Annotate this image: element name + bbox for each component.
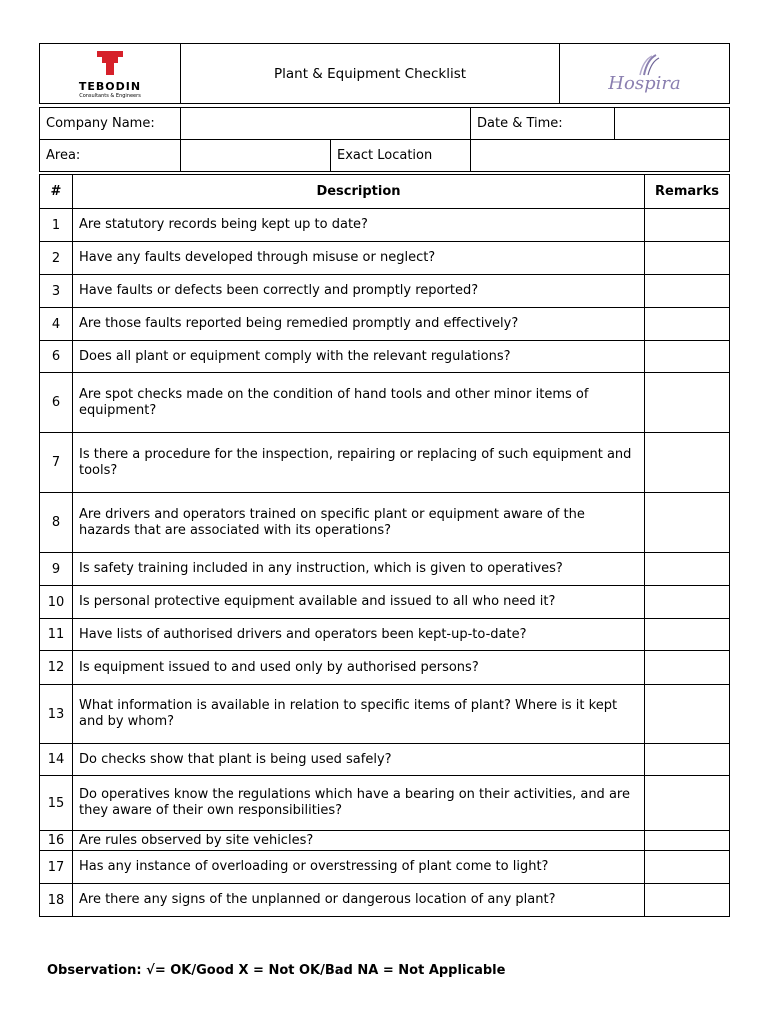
item-number: 3: [40, 275, 73, 308]
item-number: 10: [40, 586, 73, 619]
table-row: [40, 373, 730, 433]
exact-location-field[interactable]: [471, 140, 730, 172]
header-table: [39, 43, 730, 104]
tebodin-logo: [40, 44, 181, 104]
item-remarks-field[interactable]: [645, 209, 730, 242]
item-description: Have any faults developed through misuse or neglect?: [73, 242, 645, 275]
item-remarks-field[interactable]: [645, 493, 730, 553]
date-time-label: Date & Time:: [471, 108, 615, 140]
table-row: [40, 586, 730, 619]
observation-legend: Observation: √= OK/Good X = Not OK/Bad NA = Not Applicable: [47, 963, 506, 978]
item-number: 8: [40, 493, 73, 553]
table-row: [40, 553, 730, 586]
item-remarks-field[interactable]: [645, 831, 730, 851]
item-remarks-field[interactable]: [645, 308, 730, 341]
item-description: Do operatives know the regulations which have a bearing on their activities, and are they aware of their own responsibilities?: [73, 776, 645, 831]
area-field[interactable]: [181, 140, 331, 172]
item-remarks-field[interactable]: [645, 776, 730, 831]
item-description: Is equipment issued to and used only by authorised persons?: [73, 651, 645, 685]
item-remarks-field[interactable]: [645, 651, 730, 685]
table-row: [40, 776, 730, 831]
table-row: [40, 242, 730, 275]
table-row: [40, 831, 730, 851]
item-description: Do checks show that plant is being used safely?: [73, 744, 645, 776]
item-number: 6: [40, 373, 73, 433]
tebodin-tagline: Consultants & Engineers: [79, 92, 141, 99]
item-remarks-field[interactable]: [645, 744, 730, 776]
item-number: 7: [40, 433, 73, 493]
item-remarks-field[interactable]: [645, 553, 730, 586]
table-row: [40, 275, 730, 308]
item-remarks-field[interactable]: [645, 341, 730, 373]
item-remarks-field[interactable]: [645, 619, 730, 651]
item-number: 18: [40, 884, 73, 917]
table-row: [40, 884, 730, 917]
item-description: Are drivers and operators trained on specific plant or equipment aware of the hazards that are associated with its operations?: [73, 493, 645, 553]
item-remarks-field[interactable]: [645, 851, 730, 884]
item-remarks-field[interactable]: [645, 884, 730, 917]
item-description: Have lists of authorised drivers and operators been kept-up-to-date?: [73, 619, 645, 651]
item-number: 11: [40, 619, 73, 651]
checklist-table: [39, 174, 730, 917]
item-number: 13: [40, 685, 73, 744]
table-row: [40, 433, 730, 493]
item-number: 2: [40, 242, 73, 275]
exact-location-label: Exact Location: [331, 140, 471, 172]
table-row: [40, 341, 730, 373]
table-row: [40, 651, 730, 685]
table-row: [40, 308, 730, 341]
item-number: 1: [40, 209, 73, 242]
item-description: Have faults or defects been correctly and promptly reported?: [73, 275, 645, 308]
item-remarks-field[interactable]: [645, 433, 730, 493]
hospira-name: Hospira: [608, 73, 681, 94]
item-description: Is personal protective equipment available and issued to all who need it?: [73, 586, 645, 619]
company-name-label: Company Name:: [40, 108, 181, 140]
item-description: What information is available in relation to specific items of plant? Where is it kept and by whom?: [73, 685, 645, 744]
date-time-field[interactable]: [615, 108, 730, 140]
item-description: Is safety training included in any instruction, which is given to operatives?: [73, 553, 645, 586]
item-number: 14: [40, 744, 73, 776]
hospira-logo: [560, 44, 730, 104]
table-row: [40, 619, 730, 651]
table-row: [40, 493, 730, 553]
area-label: Area:: [40, 140, 181, 172]
table-row: [40, 744, 730, 776]
item-description: Does all plant or equipment comply with the relevant regulations?: [73, 341, 645, 373]
tebodin-mark-icon: [95, 49, 125, 75]
info-table: [39, 107, 730, 172]
column-remarks-header: Remarks: [645, 175, 730, 209]
item-remarks-field[interactable]: [645, 242, 730, 275]
item-number: 9: [40, 553, 73, 586]
item-number: 15: [40, 776, 73, 831]
item-description: Are there any signs of the unplanned or dangerous location of any plant?: [73, 884, 645, 917]
item-remarks-field[interactable]: [645, 373, 730, 433]
item-description: Is there a procedure for the inspection, repairing or replacing of such equipment and tools?: [73, 433, 645, 493]
item-description: Are statutory records being kept up to date?: [73, 209, 645, 242]
item-description: Are those faults reported being remedied promptly and effectively?: [73, 308, 645, 341]
column-number-header: #: [40, 175, 73, 209]
item-number: 6: [40, 341, 73, 373]
item-remarks-field[interactable]: [645, 586, 730, 619]
item-number: 17: [40, 851, 73, 884]
item-description: Are spot checks made on the condition of hand tools and other minor items of equipment?: [73, 373, 645, 433]
company-name-field[interactable]: [181, 108, 471, 140]
item-description: Are rules observed by site vehicles?: [73, 831, 645, 851]
item-number: 12: [40, 651, 73, 685]
item-remarks-field[interactable]: [645, 685, 730, 744]
document-title: Plant & Equipment Checklist: [181, 44, 560, 104]
table-row: [40, 851, 730, 884]
column-description-header: Description: [73, 175, 645, 209]
table-row: [40, 209, 730, 242]
table-row: [40, 685, 730, 744]
tebodin-name: TEBODIN: [78, 79, 142, 93]
item-number: 4: [40, 308, 73, 341]
item-description: Has any instance of overloading or overstressing of plant come to light?: [73, 851, 645, 884]
item-remarks-field[interactable]: [645, 275, 730, 308]
item-number: 16: [40, 831, 73, 851]
